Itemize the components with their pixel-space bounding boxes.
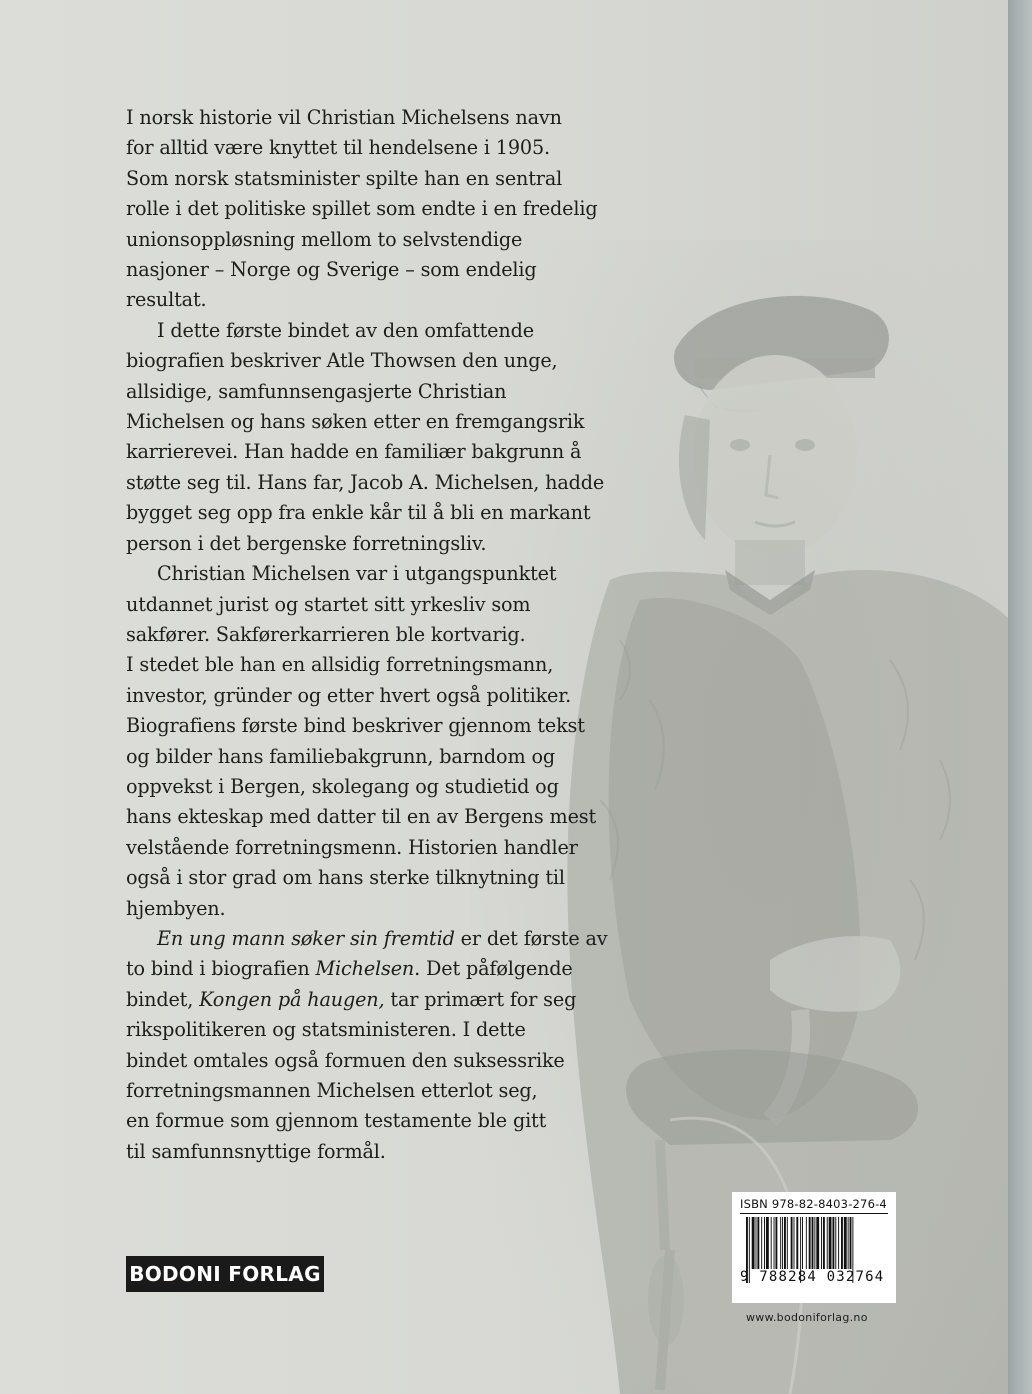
barcode-bar <box>771 1217 772 1269</box>
text-line: velstående forretningsmenn. Historien handler <box>126 835 578 859</box>
text-line: I dette første bindet av den omfattende <box>157 318 534 342</box>
barcode-bar <box>844 1217 847 1269</box>
text-run: bindet, <box>126 987 200 1011</box>
isbn-divider <box>740 1213 888 1214</box>
text-line: biografien beskriver Atle Thowsen den unge, <box>126 349 558 373</box>
text-line: rolle i det politiske spillet som endte i en fredelig <box>126 197 598 221</box>
text-line: og bilder hans familiebakgrunn, barndom og <box>126 744 555 768</box>
text-line: også i stor grad om hans sterke tilknytning til <box>126 866 565 890</box>
barcode-bar <box>782 1217 783 1269</box>
barcode-bar <box>756 1217 757 1269</box>
text-line <box>126 924 626 954</box>
text-line: oppvekst i Bergen, skolegang og studietid og <box>126 774 559 798</box>
text-line: allsidige, samfunnsengasjerte Christian <box>126 379 507 403</box>
text-line: person i det bergenske forretningsliv. <box>126 531 487 555</box>
text-line: utdannet jurist og startet sitt yrkesliv som <box>126 592 531 616</box>
blurb-paragraph-1 <box>126 103 626 316</box>
barcode-bar <box>809 1217 811 1269</box>
text-line: investor, gründer og etter hvert også politiker. <box>126 683 572 707</box>
text-run: er det første av <box>454 926 608 950</box>
barcode-bar <box>796 1217 798 1269</box>
barcode-bar <box>827 1217 828 1269</box>
text-line: unionsoppløsning mellom to selvstendige <box>126 227 523 251</box>
barcode-bar <box>812 1217 814 1269</box>
text-line: Som norsk statsminister spilte han en sentral <box>126 166 563 190</box>
barcode-bar <box>757 1217 759 1269</box>
text-line: støtte seg til. Hans far, Jacob A. Michelsen, hadde <box>126 470 605 494</box>
cover-edge <box>1008 0 1032 1394</box>
text-line: hjembyen. <box>126 896 226 920</box>
barcode-bar <box>766 1217 769 1269</box>
text-line: rikspolitikeren og statsministeren. I dette <box>126 1018 526 1042</box>
text-run: tar primært for seg <box>384 987 577 1011</box>
publisher-website: www.bodoniforlag.no <box>746 1311 868 1324</box>
isbn-barcode <box>732 1192 896 1303</box>
text-line: resultat. <box>126 288 207 312</box>
text-line <box>126 985 626 1015</box>
blurb-paragraph-2 <box>126 316 626 559</box>
text-line <box>126 954 626 984</box>
barcode-bar <box>832 1217 834 1269</box>
text-line: I stedet ble han en allsidig forretningsmann, <box>126 653 554 677</box>
barcode-bar <box>802 1217 803 1269</box>
text-line: til samfunnsnyttige formål. <box>126 1139 386 1163</box>
text-line: hans ekteskap med datter til en av Bergens mest <box>126 805 597 829</box>
book-title: En ung mann søker sin fremtid <box>157 926 455 950</box>
text-line: forretningsmannen Michelsen etterlot seg, <box>126 1079 538 1102</box>
back-cover-blurb <box>126 103 626 1167</box>
barcode-bar <box>752 1217 755 1269</box>
barcode-bar <box>791 1217 793 1269</box>
text-line: for alltid være knyttet til hendelsene i 1905. <box>126 136 550 160</box>
book-title: Michelsen <box>315 957 415 981</box>
text-run: . Det påfølgende <box>414 957 573 981</box>
barcode-bar <box>814 1217 815 1269</box>
text-line: Biografiens første bind beskriver gjennom tekst <box>126 714 585 738</box>
text-line: bygget seg opp fra enkle kår til å bli en markant <box>126 501 591 525</box>
barcode-bar <box>850 1217 852 1269</box>
barcode-bar <box>774 1217 775 1269</box>
publisher-logo: BODONI FORLAG <box>126 1256 324 1292</box>
barcode-bar <box>823 1217 825 1269</box>
barcode-bar <box>829 1217 832 1269</box>
barcode-bar <box>787 1217 788 1269</box>
barcode-bar <box>841 1217 843 1269</box>
barcode-bar <box>794 1217 795 1269</box>
barcode-bar <box>761 1217 762 1269</box>
barcode-bar <box>806 1217 807 1269</box>
text-line: nasjoner – Norge og Sverige – som endelig <box>126 258 537 282</box>
barcode-digits: 9 788284 032764 <box>740 1269 885 1285</box>
isbn-label: ISBN 978-82-8403-276-4 <box>740 1197 887 1211</box>
text-line: I norsk historie vil Christian Michelsens navn <box>126 106 562 129</box>
text-run: to bind i biografien <box>126 957 316 981</box>
text-line: karrierevei. Han hadde en familiær bakgrunn å <box>126 440 582 464</box>
barcode-bar <box>780 1217 781 1269</box>
blurb-paragraph-3 <box>126 559 626 924</box>
text-line: bindet omtales også formuen den suksessrike <box>126 1048 565 1072</box>
blurb-paragraph-4 <box>126 924 626 1167</box>
barcode-bar <box>821 1217 822 1269</box>
barcode-bar <box>816 1217 819 1269</box>
barcode-bar <box>848 1217 849 1269</box>
barcode-bar <box>764 1217 765 1269</box>
barcode-bar <box>835 1217 836 1269</box>
barcode-bar <box>775 1217 777 1269</box>
text-line: sakfører. Sakførerkarrieren ble kortvarig. <box>126 622 526 646</box>
barcode-bar <box>784 1217 786 1269</box>
text-line: en formue som gjennom testamente ble gitt <box>126 1109 547 1133</box>
barcode-bar <box>838 1217 839 1269</box>
book-title: Kongen på haugen, <box>199 987 385 1011</box>
text-line: Christian Michelsen var i utgangspunktet <box>157 562 557 586</box>
text-line: Michelsen og hans søken etter en fremgangsrik <box>126 410 585 434</box>
